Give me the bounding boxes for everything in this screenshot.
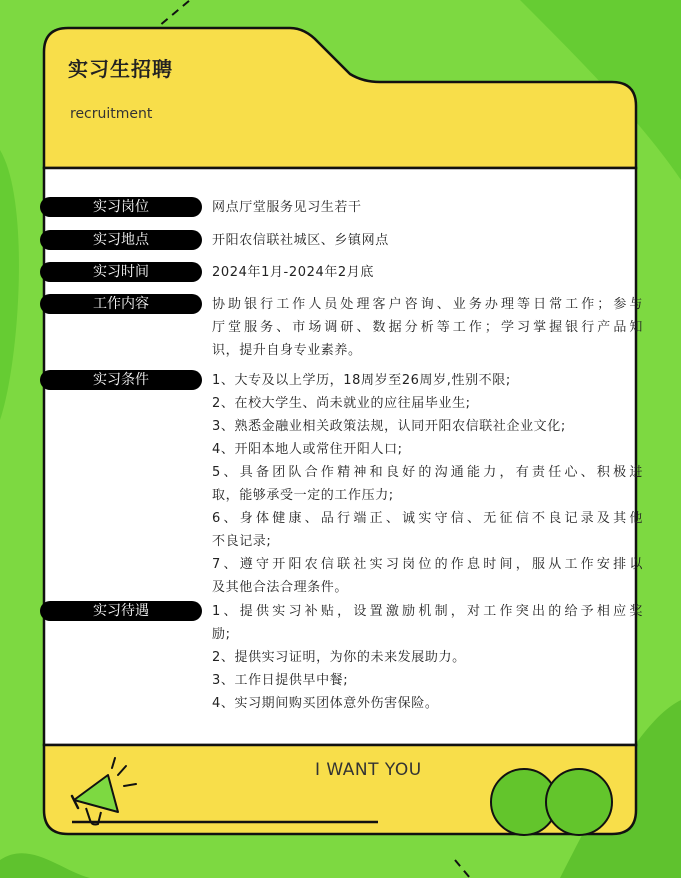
section-line: 励; [212, 627, 231, 642]
section-label: 实习时间 [40, 262, 202, 282]
section-line: 取，能够承受一定的工作压力; [212, 488, 394, 503]
section-requirements [40, 369, 646, 600]
section-line: 4、实习期间购买团体意外伤害保险。 [212, 696, 439, 711]
section-line: 4、开阳本地人或常住开阳人口; [212, 442, 403, 457]
section-line: 识，提升自身专业素养。 [212, 343, 362, 358]
section-line: 2024年1月-2024年2月底 [212, 265, 375, 280]
section-line: 2、在校大学生、尚未就业的应往届毕业生; [212, 396, 471, 411]
section-line: 1、提供实习补贴，设置激励机制，对工作突出的给予相应奖 [212, 604, 643, 619]
section-line: 3、工作日提供早中餐; [212, 673, 349, 688]
section-line: 7、遵守开阳农信联社实习岗位的作息时间，服从工作安排以 [212, 557, 643, 572]
info-list [40, 196, 646, 715]
section-value [212, 600, 643, 715]
section-line: 厅堂服务、市场调研、数据分析等工作；学习掌握银行产品知 [212, 320, 643, 335]
section-line: 5、具备团队合作精神和良好的沟通能力，有责任心、积极进 [212, 465, 643, 480]
section-location [40, 229, 646, 261]
section-line: 协助银行工作人员处理客户咨询、业务办理等日常工作；参与 [212, 297, 643, 312]
section-label: 实习待遇 [40, 601, 202, 621]
section-duties [40, 293, 646, 369]
section-line: 3、熟悉金融业相关政策法规，认同开阳农信联社企业文化; [212, 419, 566, 434]
section-line: 开阳农信联社城区、乡镇网点 [212, 233, 389, 248]
section-value [212, 293, 643, 362]
section-line: 6、身体健康、品行端正、诚实守信、无征信不良记录及其他 [212, 511, 643, 526]
section-label: 实习地点 [40, 230, 202, 250]
section-value [212, 196, 643, 219]
section-period [40, 261, 646, 293]
section-value [212, 369, 643, 599]
section-position [40, 196, 646, 229]
section-label: 实习条件 [40, 370, 202, 390]
section-line: 网点厅堂服务见习生若干 [212, 200, 362, 215]
page-title: 实习生招聘 [68, 57, 173, 81]
section-label: 实习岗位 [40, 197, 202, 217]
section-line: 不良记录; [212, 534, 272, 549]
section-line: 及其他合法合理条件。 [212, 580, 349, 595]
footer-slogan: I WANT YOU [315, 760, 422, 780]
section-value [212, 229, 643, 252]
section-line: 1、大专及以上学历，18周岁至26周岁,性别不限; [212, 373, 511, 388]
page-subtitle: recruitment [70, 106, 153, 122]
section-label: 工作内容 [40, 294, 202, 314]
section-benefits [40, 600, 646, 715]
section-value [212, 261, 643, 284]
section-line: 2、提供实习证明，为你的未来发展助力。 [212, 650, 466, 665]
